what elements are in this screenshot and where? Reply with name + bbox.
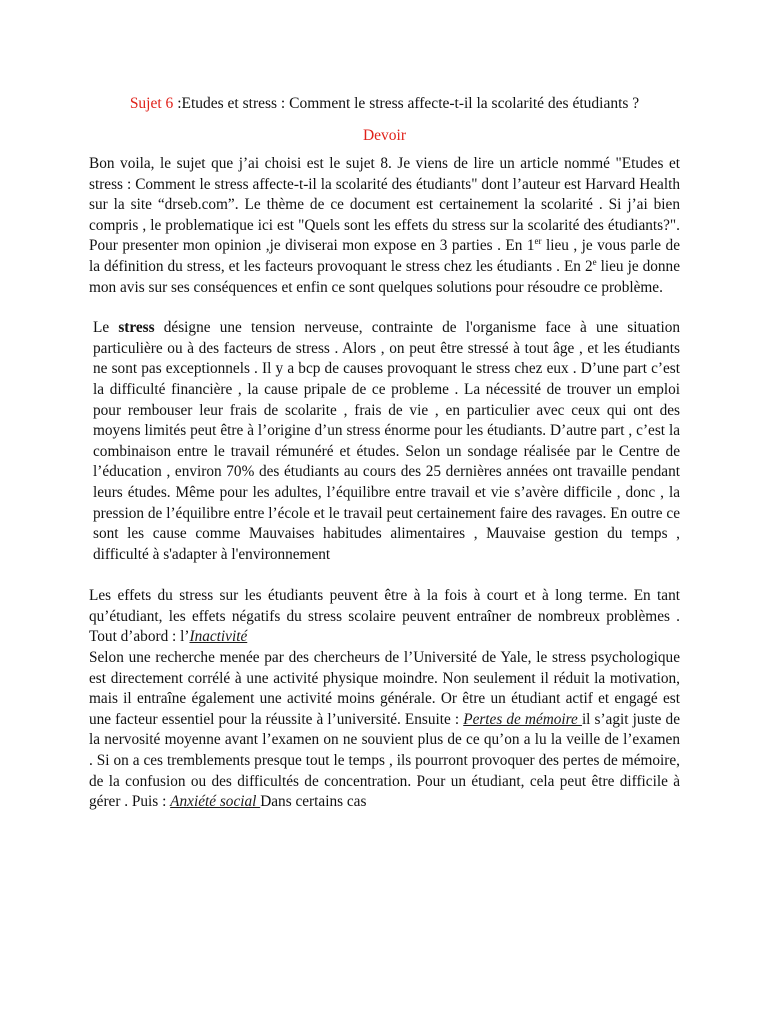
anxiete-sociale-term: Anxiété social [170,793,261,811]
paragraph-gap [89,565,680,586]
intro-text-part3: lieu je donne mon avis sur ses conséquences et enfin ce sont quelques solutions pour résoudre ce problème. [89,257,680,296]
paragraph-definition [89,318,680,565]
effects-text-part1: Les effets du stress sur les étudiants peuvent être à la fois à court et à long terme. En tant qu’étudiant, les effets négatifs du stress scolaire peuvent entraîner de nombreux problèmes . Tout d’abord [89,587,680,646]
subject-label: Sujet 6 [129,95,174,112]
document-title [89,94,680,114]
superscript-er: er [534,236,542,247]
effects-text-part3: il s’agit juste de la nervosité moyenne avant l’examen on ne souvient plus de ce qu’on a lu la veille de l’examen . Si on a ces tremblements presque tout le temps , ils pourront provoquer des pertes de mémoire, de la confusion ou des difficultés de concentration. Pour un étudiant, cela peut être difficile à gérer . Puis : [89,710,680,811]
pertes-de-memoire-term: Pertes de mémoire [463,710,582,728]
paragraph-introduction [89,154,680,298]
definition-lead: Le [93,319,119,337]
intro-text-part2: lieu , je vous parle de la définition du stress, et les facteurs provoquant le stress chez les étudiants . En 2 [89,237,680,275]
effects-text-part2: Selon une recherche menée par des chercheurs de l’Université de Yale, le stress psychologique est directement corrélé à une activité physique moindre. Non seulement il réduit la motivation, mais il entraîne également une activité moins générale. Or être un étudiant actif et engagé est une facteur essentiel pour la réussite à l’université. Ensuite : [89,649,680,728]
intro-text-part1: Bon voila, le sujet que j’ai choisi est le sujet 8. Je viens de lire un article nommé "Etudes et stress : Comment le stress affecte-t-il la scolarité des étudiants" dont l’auteur est Harvard Health sur la site “drseb.com”. Le thème de ce document est certainement la scolarité . Si j’ai bien compris , le problematique ici est "Quels sont les effets du stress sur la scolarité des étudiants?". Pour presenter mon opinion ,je diviserai mon expose en 3 parties . En 1 [89,155,680,255]
paragraph-gap [89,298,680,318]
superscript-e: e [592,256,597,267]
effects-separator: : l’ [168,628,190,646]
paragraph-effects [89,586,680,813]
section-heading-devoir: Devoir [362,127,407,144]
stress-term-bold: stress [118,319,155,337]
effects-text-part4: Dans certains cas [260,793,367,811]
definition-text: désigne une tension nerveuse, contrainte de l'organisme face à une situation particulière ou à des facteurs de stress . Alors , on peut être stressé à tout âge , et les étudiants ne sont pas exceptionnels . Il y a bcp de causes provoquant le stress chez eux . D’une part c’est la difficulté financière , la cause pripale de ce probleme . La nécessité de trouver un emploi pour rembouser leur frais de scolarite , frais de vie , en particulier avec ceux qui ont des moyens limités peut être à l’origine d’un stress énorme pour les étudiants. D’autre part , c’est la combinaison entre le travail rémunéré et études. Selon un sondage réalisée par le Centre de l’éducation , environ 70% des étudiants au cours des 25 dernières années ont travaille pendant leurs études. Même pour les adultes, l’équilibre entre travail et vie s’avère difficile , donc , la pression de l’équilibre entre l’école et le travail peut certainement faire des ravages. En outre ce sont les cause comme Mauvaises habitudes alimentaires , Mauvaise gestion du temps , difficulté à s'adapter à l'environnement [93,319,680,563]
subject-title: :Etudes et stress : Comment le stress affecte-t-il la scolarité des étudiants ? [173,95,640,112]
inactivite-term: Inactivité [189,628,248,646]
